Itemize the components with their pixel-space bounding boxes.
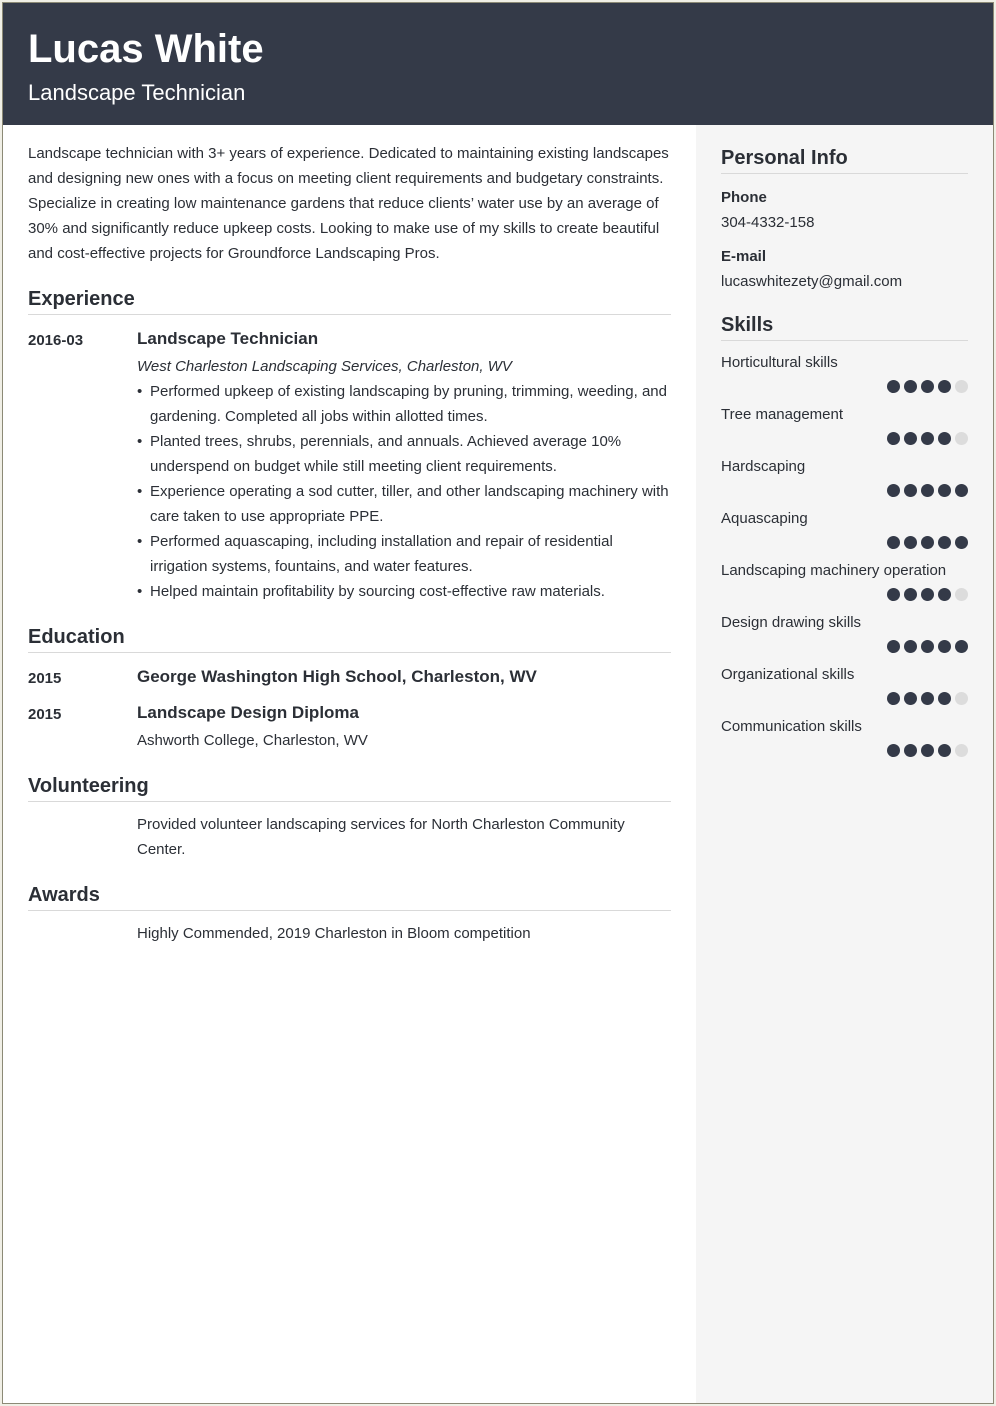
rating-dot-filled-icon [938, 484, 951, 497]
rating-dot-filled-icon [938, 588, 951, 601]
rating-dot-filled-icon [887, 484, 900, 497]
phone-value: 304-4332-158 [721, 214, 815, 231]
education-school: Ashworth College, Charleston, WV [137, 732, 368, 749]
candidate-name: Lucas White [28, 27, 264, 71]
skills-list [721, 353, 968, 757]
skill-item [721, 509, 968, 549]
rating-dot-filled-icon [887, 744, 900, 757]
experience-heading: Experience [28, 286, 671, 315]
list-item [137, 529, 671, 579]
rating-dot-filled-icon [887, 536, 900, 549]
list-item [137, 479, 671, 529]
rating-dot-filled-icon [904, 640, 917, 653]
list-item [137, 429, 671, 479]
skill-name: Aquascaping [721, 510, 808, 527]
rating-dot-filled-icon [904, 588, 917, 601]
education-title: George Washington High School, Charleston, WV [137, 667, 537, 686]
phone-label: Phone [721, 189, 767, 206]
bullet-icon: • [137, 433, 143, 450]
sidebar-content [721, 125, 968, 757]
awards-text: Highly Commended, 2019 Charleston in Bloom competition [137, 925, 531, 942]
volunteering-text: Provided volunteer landscaping services for North Charleston Community Center. [137, 816, 625, 858]
skill-name: Organizational skills [721, 666, 855, 683]
skill-rating [721, 484, 968, 497]
rating-dot-empty-icon [955, 432, 968, 445]
rating-dot-filled-icon [904, 692, 917, 705]
rating-dot-filled-icon [921, 588, 934, 601]
rating-dot-filled-icon [938, 380, 951, 393]
rating-dot-filled-icon [904, 432, 917, 445]
rating-dot-filled-icon [887, 640, 900, 653]
resume-page [2, 2, 994, 1404]
bullet-icon: • [137, 483, 143, 500]
rating-dot-filled-icon [904, 380, 917, 393]
rating-dot-filled-icon [921, 432, 934, 445]
skill-name: Design drawing skills [721, 614, 862, 631]
skill-rating [721, 692, 968, 705]
awards-heading: Awards [28, 882, 671, 911]
rating-dot-filled-icon [887, 692, 900, 705]
experience-company: West Charleston Landscaping Services, Charleston, WV [137, 358, 512, 375]
skill-item [721, 717, 968, 757]
skill-name: Horticultural skills [721, 354, 838, 371]
bullet-text: Experience operating a sod cutter, tiller, and other landscaping machinery with care taken to use appropriate PPE. [150, 483, 669, 525]
skill-item [721, 405, 968, 445]
skill-rating [721, 744, 968, 757]
skill-item [721, 353, 968, 393]
rating-dot-filled-icon [887, 380, 900, 393]
skill-rating [721, 536, 968, 549]
skill-item [721, 457, 968, 497]
skill-rating [721, 588, 968, 601]
rating-dot-filled-icon [921, 536, 934, 549]
skill-name: Landscaping machinery operation [721, 562, 947, 579]
bullet-text: Planted trees, shrubs, perennials, and annuals. Achieved average 10% underspend on budget while still meeting client requirements. [150, 433, 622, 475]
sidebar [696, 125, 993, 1403]
rating-dot-filled-icon [887, 432, 900, 445]
experience-bullets [137, 379, 671, 604]
bullet-icon: • [137, 583, 143, 600]
rating-dot-filled-icon [921, 484, 934, 497]
personal-info-heading: Personal Info [721, 145, 968, 174]
rating-dot-filled-icon [887, 588, 900, 601]
skill-name: Tree management [721, 406, 844, 423]
rating-dot-filled-icon [904, 484, 917, 497]
rating-dot-filled-icon [921, 692, 934, 705]
rating-dot-filled-icon [921, 640, 934, 653]
rating-dot-filled-icon [955, 484, 968, 497]
rating-dot-filled-icon [955, 640, 968, 653]
education-entry [28, 665, 671, 689]
rating-dot-empty-icon [955, 588, 968, 601]
email-value: lucaswhitezety@gmail.com [721, 273, 903, 290]
rating-dot-filled-icon [938, 692, 951, 705]
rating-dot-filled-icon [938, 432, 951, 445]
experience-entry [28, 327, 671, 604]
skill-name: Communication skills [721, 718, 862, 735]
education-title: Landscape Design Diploma [137, 703, 359, 722]
rating-dot-filled-icon [938, 744, 951, 757]
list-item [137, 379, 671, 429]
experience-role: Landscape Technician [137, 329, 319, 348]
skills-heading: Skills [721, 312, 968, 341]
skill-rating [721, 432, 968, 445]
skill-rating [721, 380, 968, 393]
volunteering-heading: Volunteering [28, 773, 671, 802]
summary-paragraph: Landscape technician with 3+ years of experience. Dedicated to maintaining existing landscapes and designing new ones with a focus on meeting client requirements and budgetary constraints. Specialize in creating low maintenance gardens that reduce clients’ water use by an average of 30% and significantly reduce upkeep costs. Looking to make use of my skills to create beautiful and cost-effective projects for Groundforce Landscaping Pros. [28, 145, 669, 262]
bullet-icon: • [137, 383, 143, 400]
main-column [28, 125, 671, 946]
bullet-text: Performed aquascaping, including installation and repair of residential irrigation systems, fountains, and water features. [150, 533, 613, 575]
skill-rating [721, 640, 968, 653]
candidate-title: Landscape Technician [28, 80, 246, 105]
education-heading: Education [28, 624, 671, 653]
skill-name: Hardscaping [721, 458, 806, 475]
rating-dot-empty-icon [955, 380, 968, 393]
bullet-text: Performed upkeep of existing landscaping by pruning, trimming, weeding, and gardening. Completed all jobs within allotted times. [150, 383, 667, 425]
skill-item [721, 665, 968, 705]
rating-dot-filled-icon [904, 536, 917, 549]
list-item [137, 579, 671, 604]
skill-item [721, 561, 968, 601]
rating-dot-filled-icon [938, 536, 951, 549]
email-label: E-mail [721, 248, 767, 265]
bullet-text: Helped maintain profitability by sourcing cost-effective raw materials. [150, 583, 605, 600]
education-date: 2015 [28, 670, 62, 687]
rating-dot-filled-icon [955, 536, 968, 549]
bullet-icon: • [137, 533, 143, 550]
education-date: 2015 [28, 706, 62, 723]
resume-header [3, 3, 993, 125]
rating-dot-filled-icon [904, 744, 917, 757]
rating-dot-empty-icon [955, 744, 968, 757]
rating-dot-empty-icon [955, 692, 968, 705]
education-entry [28, 701, 671, 753]
rating-dot-filled-icon [921, 380, 934, 393]
experience-date: 2016-03 [28, 332, 84, 349]
rating-dot-filled-icon [938, 640, 951, 653]
skill-item [721, 613, 968, 653]
rating-dot-filled-icon [921, 744, 934, 757]
